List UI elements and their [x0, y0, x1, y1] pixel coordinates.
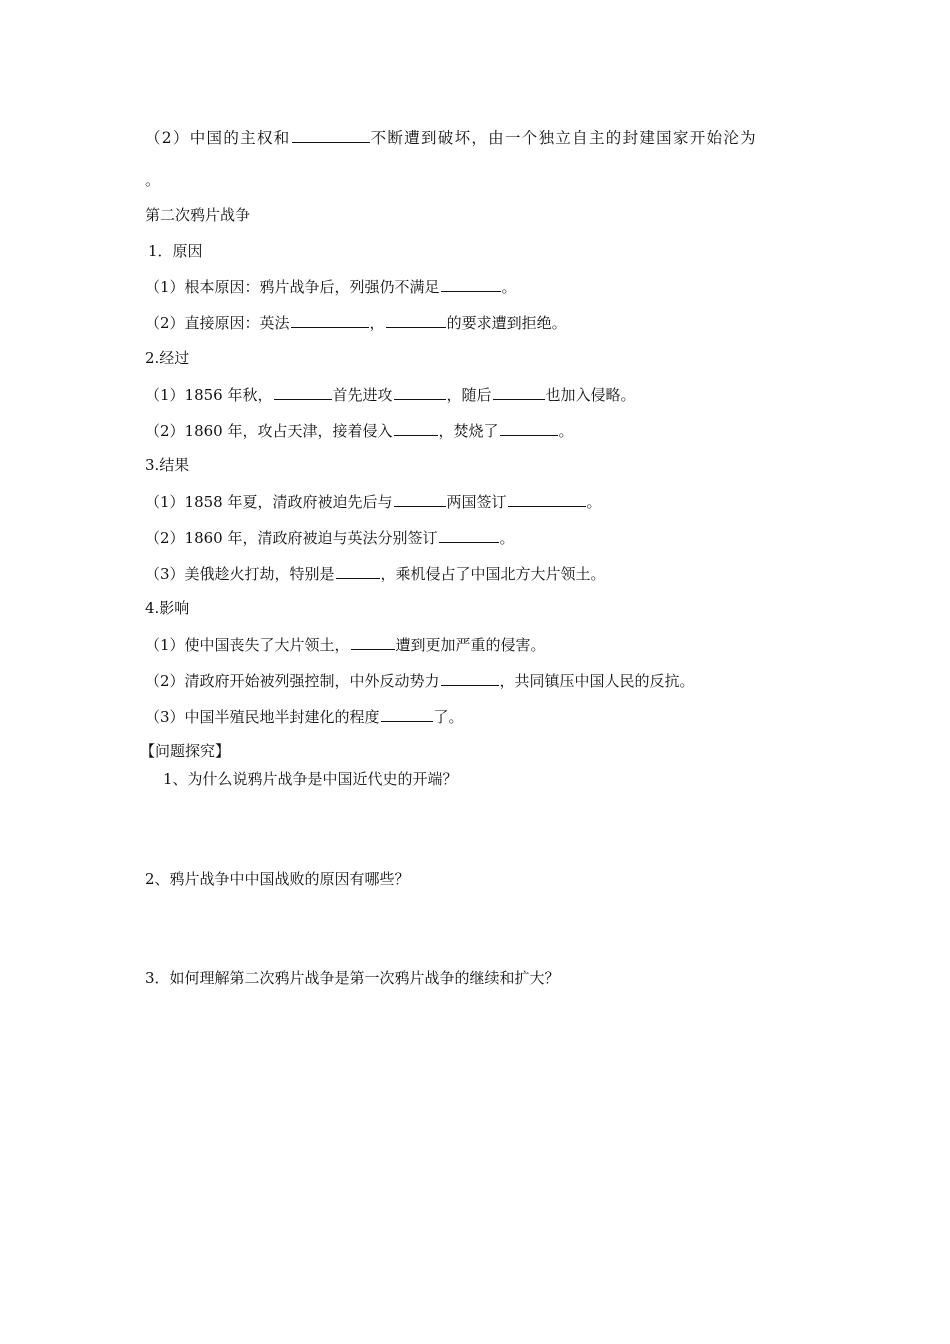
text: （1）1858 年夏，清政府被迫先后与 — [145, 493, 393, 511]
fill-blank[interactable] — [441, 670, 499, 686]
text: 。 — [558, 422, 574, 440]
fill-blank[interactable] — [274, 384, 332, 400]
text: （2）1860 年，攻占天津，接着侵入 — [145, 422, 393, 440]
text: 。 — [145, 171, 161, 189]
fill-blank[interactable] — [394, 491, 446, 507]
result-line-2 — [145, 527, 515, 548]
inquiry-question-1: 1、为什么说鸦片战争是中国近代史的开端？ — [163, 770, 458, 788]
text: 遭到更加严重的侵害。 — [395, 636, 546, 654]
text: （2）中国的主权和 — [145, 129, 291, 147]
text: ，共同镇压中国人民的反抗。 — [499, 672, 695, 690]
fill-blank[interactable] — [351, 634, 395, 650]
impact-title: 4.影响 — [145, 599, 190, 617]
impact-line-1 — [145, 634, 546, 655]
inquiry-question-3: 3．如何理解第二次鸦片战争是第一次鸦片战争的继续和扩大？ — [145, 969, 560, 987]
fill-blank[interactable] — [500, 420, 558, 436]
text: 首先进攻 — [332, 386, 393, 404]
text: （2）1860 年，清政府被迫与英法分别签订 — [145, 529, 438, 547]
fill-blank[interactable] — [508, 491, 586, 507]
process-line-1 — [145, 384, 636, 405]
result-line-1 — [145, 491, 602, 512]
cause-line-1 — [145, 276, 517, 297]
text: ，随后 — [446, 386, 492, 404]
text: 了。 — [433, 708, 464, 726]
text: 的要求遭到拒绝。 — [446, 314, 567, 332]
text: 。 — [586, 493, 602, 511]
text: （3）中国半殖民地半封建化的程度 — [145, 708, 380, 726]
fill-blank[interactable] — [336, 563, 380, 579]
impact-line-2 — [145, 670, 695, 691]
fill-blank[interactable] — [394, 420, 438, 436]
process-title: 2.经过 — [145, 349, 190, 367]
sovereignty-line — [145, 127, 757, 148]
process-line-2 — [145, 420, 574, 441]
text: （1）根本原因：鸦片战争后，列强仍不满足 — [145, 278, 440, 296]
text: （3）美俄趁火打劫，特别是 — [145, 565, 335, 583]
inquiry-question-2: 2、鸦片战争中中国战败的原因有哪些？ — [145, 870, 410, 888]
result-line-3 — [145, 563, 606, 584]
sovereignty-line-end — [145, 170, 160, 190]
cause-title: 1．原因 — [148, 242, 203, 260]
fill-blank[interactable] — [386, 312, 446, 328]
text: （2）清政府开始被列强控制，中外反动势力 — [145, 672, 440, 690]
section-title: 第二次鸦片战争 — [145, 206, 251, 224]
text: ，焚烧了 — [438, 422, 499, 440]
inquiry-title: 【问题探究】 — [140, 742, 231, 760]
text: 。 — [501, 278, 517, 296]
fill-blank[interactable] — [381, 706, 433, 722]
cause-line-2 — [145, 312, 567, 333]
fill-blank[interactable] — [394, 384, 446, 400]
fill-blank[interactable] — [439, 527, 499, 543]
text: （1）1856 年秋， — [145, 386, 273, 404]
text: 不断遭到破坏，由一个独立自主的封建国家开始沦为 — [370, 129, 757, 147]
text: ， — [369, 314, 385, 332]
fill-blank[interactable] — [292, 127, 370, 143]
text: （2）直接原因：英法 — [145, 314, 290, 332]
fill-blank[interactable] — [493, 384, 545, 400]
text: （1）使中国丧失了大片领土， — [145, 636, 350, 654]
result-title: 3.结果 — [145, 456, 190, 474]
fill-blank[interactable] — [291, 312, 369, 328]
text: ，乘机侵占了中国北方大片领土。 — [380, 565, 606, 583]
text: 也加入侵略。 — [545, 386, 636, 404]
text: 。 — [499, 529, 515, 547]
fill-blank[interactable] — [441, 276, 501, 292]
impact-line-3 — [145, 706, 464, 727]
text: 两国签订 — [446, 493, 507, 511]
